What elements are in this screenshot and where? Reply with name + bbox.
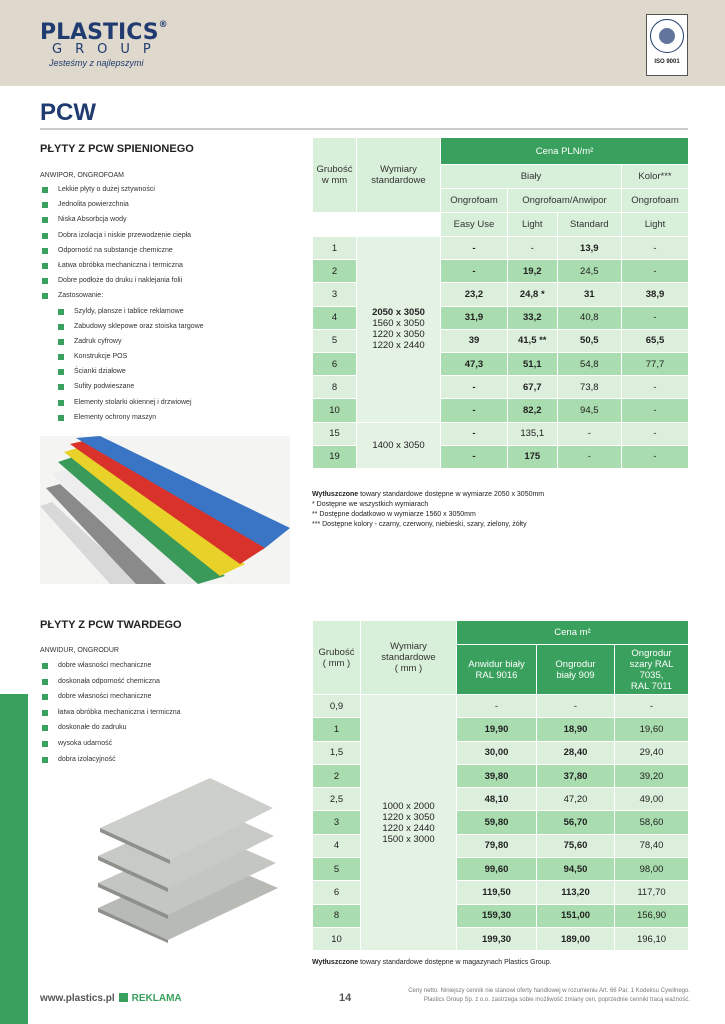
cell-ongrodur-white: 189,00: [537, 927, 615, 950]
cell-easy-use: -: [441, 260, 508, 283]
table-row: [313, 695, 689, 718]
cell-ongrodur-white: 47,20: [537, 788, 615, 811]
list-item: łatwa obróbka mechaniczna i termiczna: [42, 708, 181, 724]
cell-thickness: 4: [313, 834, 361, 857]
header-anwidur: Anwidur biały RAL 9016: [457, 645, 537, 695]
cell-ongrodur-white: 94,50: [537, 858, 615, 881]
iso-certificate-badge: [646, 14, 688, 76]
table-row: [313, 237, 689, 260]
cell-color-light: -: [622, 422, 689, 445]
cell-easy-use: -: [441, 237, 508, 260]
cell-ongrodur-gray: 196,10: [615, 927, 689, 950]
cell-ongrodur-white: 113,20: [537, 881, 615, 904]
cell-anwidur: 59,80: [457, 811, 537, 834]
cell-standard: 94,5: [557, 399, 621, 422]
cell-dimensions-alt: 1400 x 3050: [357, 422, 441, 468]
cell-anwidur: 79,80: [457, 834, 537, 857]
list-item: Zadruk cyfrowy: [42, 337, 204, 352]
bullet-icon: [42, 278, 48, 284]
cell-standard: 40,8: [557, 306, 621, 329]
cell-standard: -: [557, 445, 621, 468]
bullet-icon: [42, 293, 48, 299]
cell-ongrodur-white: -: [537, 695, 615, 718]
list-item: Niska Absorbcja wody: [42, 215, 204, 230]
cell-ongrodur-gray: 58,60: [615, 811, 689, 834]
cell-color-light: -: [622, 237, 689, 260]
footer-square-icon: [119, 993, 128, 1002]
website-link[interactable]: www.plastics.pl: [40, 993, 115, 1004]
title-divider: [40, 128, 688, 130]
page-header: [0, 0, 725, 86]
list-item: Łatwa obróbka mechaniczna i termiczna: [42, 261, 204, 276]
cell-thickness: 4: [313, 306, 357, 329]
list-item: dobre własności mechaniczne: [42, 692, 181, 708]
cell-easy-use: -: [441, 376, 508, 399]
cell-thickness: 2: [313, 764, 361, 787]
certification-seal-icon: [650, 19, 684, 53]
list-item: Dobra izolacja i niskie przewodzenie ciepła: [42, 231, 204, 246]
bullet-icon: [42, 725, 48, 731]
page-number: 14: [339, 992, 352, 1004]
header-ongrodur-gray: Ongrodur szary RAL 7035, RAL 7011: [615, 645, 689, 695]
cell-thickness: 8: [313, 904, 361, 927]
cell-standard: 73,8: [557, 376, 621, 399]
bullet-icon: [42, 710, 48, 716]
list-item: dobre własności mechaniczne: [42, 661, 181, 677]
cell-anwidur: 159,30: [457, 904, 537, 927]
cell-color-light: -: [622, 376, 689, 399]
logo-group-text: GROUP: [52, 42, 164, 57]
cell-easy-use: 23,2: [441, 283, 508, 306]
list-item: Zastosowanie:: [42, 291, 204, 306]
bullet-icon: [58, 369, 64, 375]
header-ongrofoam-anwipor: Ongrofoam/Anwipor: [507, 189, 621, 213]
cell-ongrodur-gray: 78,40: [615, 834, 689, 857]
cell-ongrodur-gray: 98,00: [615, 858, 689, 881]
cell-color-light: -: [622, 445, 689, 468]
footer-legal: Ceny netto. Niniejszy cennik nie stanowi oferty handlowej w rozumieniu Art. 66 Par. 1 Kodeksu Cywilnego. Plastics Group Sp. z o.o. zastrzega sobie możliwość zmiany cen, poprzednie cenniki tracą ważność.: [408, 988, 690, 1003]
header-standard: Standard: [557, 213, 621, 237]
list-item: Szyldy, plansze i tablice reklamowe: [42, 307, 204, 322]
cell-ongrodur-gray: -: [615, 695, 689, 718]
header-ongrofoam-color: Ongrofoam: [622, 189, 689, 213]
bullet-icon: [42, 757, 48, 763]
header-dimensions: Wymiary standardowe ( mm ): [361, 621, 457, 695]
cell-color-light: 38,9: [622, 283, 689, 306]
cell-easy-use: 39: [441, 329, 508, 352]
cell-light: 33,2: [507, 306, 557, 329]
header-price: Cena m²: [457, 621, 689, 645]
cell-light: 19,2: [507, 260, 557, 283]
header-ongrofoam: Ongrofoam: [441, 189, 508, 213]
logo-tagline: Jesteśmy z najlepszymi: [49, 58, 144, 68]
side-accent-bar: [0, 694, 28, 1024]
foamed-pvc-notes: Wytłuszczone towary standardowe dostępne w wymiarze 2050 x 3050mm * Dostępne we wszystkich wymiarach ** Dostępne dodatkowo w wymiarze 1560 x 3050mm *** Dostępne kolory - czarny, czerwony, niebieski, szary, zielony, żółty: [312, 491, 545, 528]
cell-anwidur: 99,60: [457, 858, 537, 881]
cell-ongrodur-white: 18,90: [537, 718, 615, 741]
cell-thickness: 1: [313, 237, 357, 260]
cell-ongrodur-white: 75,60: [537, 834, 615, 857]
cell-standard: 31: [557, 283, 621, 306]
section-title-rigid-pvc: PŁYTY Z PCW TWARDEGO: [40, 619, 182, 631]
cell-easy-use: 47,3: [441, 352, 508, 375]
rigid-pvc-price-table: [312, 620, 689, 951]
header-dimensions: Wymiary standardowe: [357, 138, 441, 213]
cell-ongrodur-white: 151,00: [537, 904, 615, 927]
cell-easy-use: -: [441, 422, 508, 445]
header-thickness: Grubość w mm: [313, 138, 357, 213]
cell-thickness: 5: [313, 329, 357, 352]
bullet-icon: [58, 384, 64, 390]
bullet-icon: [58, 400, 64, 406]
cell-light: -: [507, 237, 557, 260]
section-title-foamed-pvc: PŁYTY Z PCW SPIENIONEGO: [40, 143, 194, 155]
cell-thickness: 10: [313, 399, 357, 422]
bullet-icon: [58, 354, 64, 360]
cell-ongrodur-gray: 19,60: [615, 718, 689, 741]
cell-color-light: -: [622, 306, 689, 329]
cell-anwidur: 30,00: [457, 741, 537, 764]
cell-thickness: 19: [313, 445, 357, 468]
header-price: Cena PLN/m²: [441, 138, 689, 165]
bullet-icon: [58, 415, 64, 421]
cell-color-light: -: [622, 260, 689, 283]
table-row: [313, 422, 689, 445]
cell-easy-use: -: [441, 399, 508, 422]
list-item: Jednolita powierzchnia: [42, 200, 204, 215]
header-thickness: Grubość ( mm ): [313, 621, 361, 695]
cell-light: 82,2: [507, 399, 557, 422]
iso-label: ISO 9001: [654, 59, 680, 65]
header-spacer: [313, 213, 441, 237]
cell-dimensions-main: 2050 x 3050 1560 x 3050 1220 x 3050 1220 x 2440: [357, 237, 441, 423]
cell-thickness: 3: [313, 811, 361, 834]
list-item: Odporność na substancje chemiczne: [42, 246, 204, 261]
cell-thickness: 2: [313, 260, 357, 283]
cell-ongrodur-white: 56,70: [537, 811, 615, 834]
cell-thickness: 1,5: [313, 741, 361, 764]
bullet-icon: [42, 694, 48, 700]
header-ongrodur-white: Ongrodur biały 909: [537, 645, 615, 695]
bullet-icon: [42, 263, 48, 269]
bullet-icon: [58, 324, 64, 330]
cell-ongrodur-gray: 49,00: [615, 788, 689, 811]
bullet-icon: [42, 679, 48, 685]
cell-color-light: 65,5: [622, 329, 689, 352]
footer-reklama: REKLAMA: [131, 993, 182, 1004]
list-item: Elementy stolarki okiennej i drzwiowej: [42, 398, 204, 413]
cell-standard: -: [557, 422, 621, 445]
cell-color-light: -: [622, 399, 689, 422]
footer-website: [40, 993, 182, 1004]
cell-easy-use: -: [441, 445, 508, 468]
feature-list-foamed-pvc: [42, 185, 204, 428]
cell-anwidur: 39,80: [457, 764, 537, 787]
list-item: Elementy ochrony maszyn: [42, 413, 204, 428]
cell-light: 175: [507, 445, 557, 468]
cell-ongrodur-white: 37,80: [537, 764, 615, 787]
foamed-pvc-price-table: [312, 137, 689, 469]
list-item: Lekkie płyty o dużej sztywności: [42, 185, 204, 200]
cell-light: 67,7: [507, 376, 557, 399]
cell-light: 135,1: [507, 422, 557, 445]
list-item: doskonałe do zadruku: [42, 723, 181, 739]
cell-thickness: 6: [313, 881, 361, 904]
bullet-icon: [58, 339, 64, 345]
cell-light: 24,8 *: [507, 283, 557, 306]
cell-anwidur: -: [457, 695, 537, 718]
list-item: Zabudowy sklepowe oraz stoiska targowe: [42, 322, 204, 337]
list-item: wysoka udarność: [42, 739, 181, 755]
cell-thickness: 2,5: [313, 788, 361, 811]
page-title: PCW: [40, 99, 96, 126]
cell-standard: 54,8: [557, 352, 621, 375]
cell-ongrodur-gray: 29,40: [615, 741, 689, 764]
cell-anwidur: 119,50: [457, 881, 537, 904]
cell-anwidur: 199,30: [457, 927, 537, 950]
section-subtitle-foamed-pvc: ANWIPOR, ONGROFOAM: [40, 172, 124, 179]
rigid-pvc-sheets-photo: [88, 768, 278, 943]
bullet-icon: [42, 663, 48, 669]
feature-list-rigid-pvc: [42, 661, 181, 770]
cell-anwidur: 48,10: [457, 788, 537, 811]
section-subtitle-rigid-pvc: ANWIDUR, ONGRODUR: [40, 647, 119, 654]
bullet-icon: [42, 248, 48, 254]
cell-light: 51,1: [507, 352, 557, 375]
cell-ongrodur-gray: 117,70: [615, 881, 689, 904]
logo-registered-mark: ®: [158, 20, 168, 30]
cell-thickness: 10: [313, 927, 361, 950]
cell-anwidur: 19,90: [457, 718, 537, 741]
cell-ongrodur-white: 28,40: [537, 741, 615, 764]
rigid-pvc-notes: Wytłuszczone towary standardowe dostępne w magazynach Plastics Group.: [312, 959, 552, 966]
cell-color-light: 77,7: [622, 352, 689, 375]
header-easy-use: Easy Use: [441, 213, 508, 237]
list-item: doskonała odporność chemiczna: [42, 677, 181, 693]
header-light: Light: [507, 213, 557, 237]
header-white: Biały: [441, 165, 622, 189]
logo-main-text: PLASTICS: [40, 20, 159, 45]
bullet-icon: [42, 233, 48, 239]
cell-thickness: 6: [313, 352, 357, 375]
cell-ongrodur-gray: 39,20: [615, 764, 689, 787]
bullet-icon: [42, 217, 48, 223]
list-item: Dobre podłoże do druku i naklejania folii: [42, 276, 204, 291]
cell-easy-use: 31,9: [441, 306, 508, 329]
bullet-icon: [42, 202, 48, 208]
cell-standard: 13,9: [557, 237, 621, 260]
bullet-icon: [42, 741, 48, 747]
header-color: Kolor***: [622, 165, 689, 189]
cell-thickness: 0,9: [313, 695, 361, 718]
list-item: dobra izolacyjność: [42, 755, 181, 771]
cell-thickness: 15: [313, 422, 357, 445]
cell-ongrodur-gray: 156,90: [615, 904, 689, 927]
list-item: Ścianki działowe: [42, 367, 204, 382]
cell-standard: 50,5: [557, 329, 621, 352]
cell-thickness: 3: [313, 283, 357, 306]
cell-dimensions: 1000 x 2000 1220 x 3050 1220 x 2440 1500 x 3000: [361, 695, 457, 951]
bullet-icon: [42, 187, 48, 193]
list-item: Sufity podwieszane: [42, 382, 204, 397]
cell-thickness: 8: [313, 376, 357, 399]
foamed-pvc-sheets-photo: [40, 436, 290, 584]
header-light-color: Light: [622, 213, 689, 237]
list-item: Konstrukcje POS: [42, 352, 204, 367]
cell-standard: 24,5: [557, 260, 621, 283]
cell-thickness: 1: [313, 718, 361, 741]
cell-light: 41,5 **: [507, 329, 557, 352]
plastics-group-logo: [40, 20, 168, 68]
cell-thickness: 5: [313, 858, 361, 881]
bullet-icon: [58, 309, 64, 315]
